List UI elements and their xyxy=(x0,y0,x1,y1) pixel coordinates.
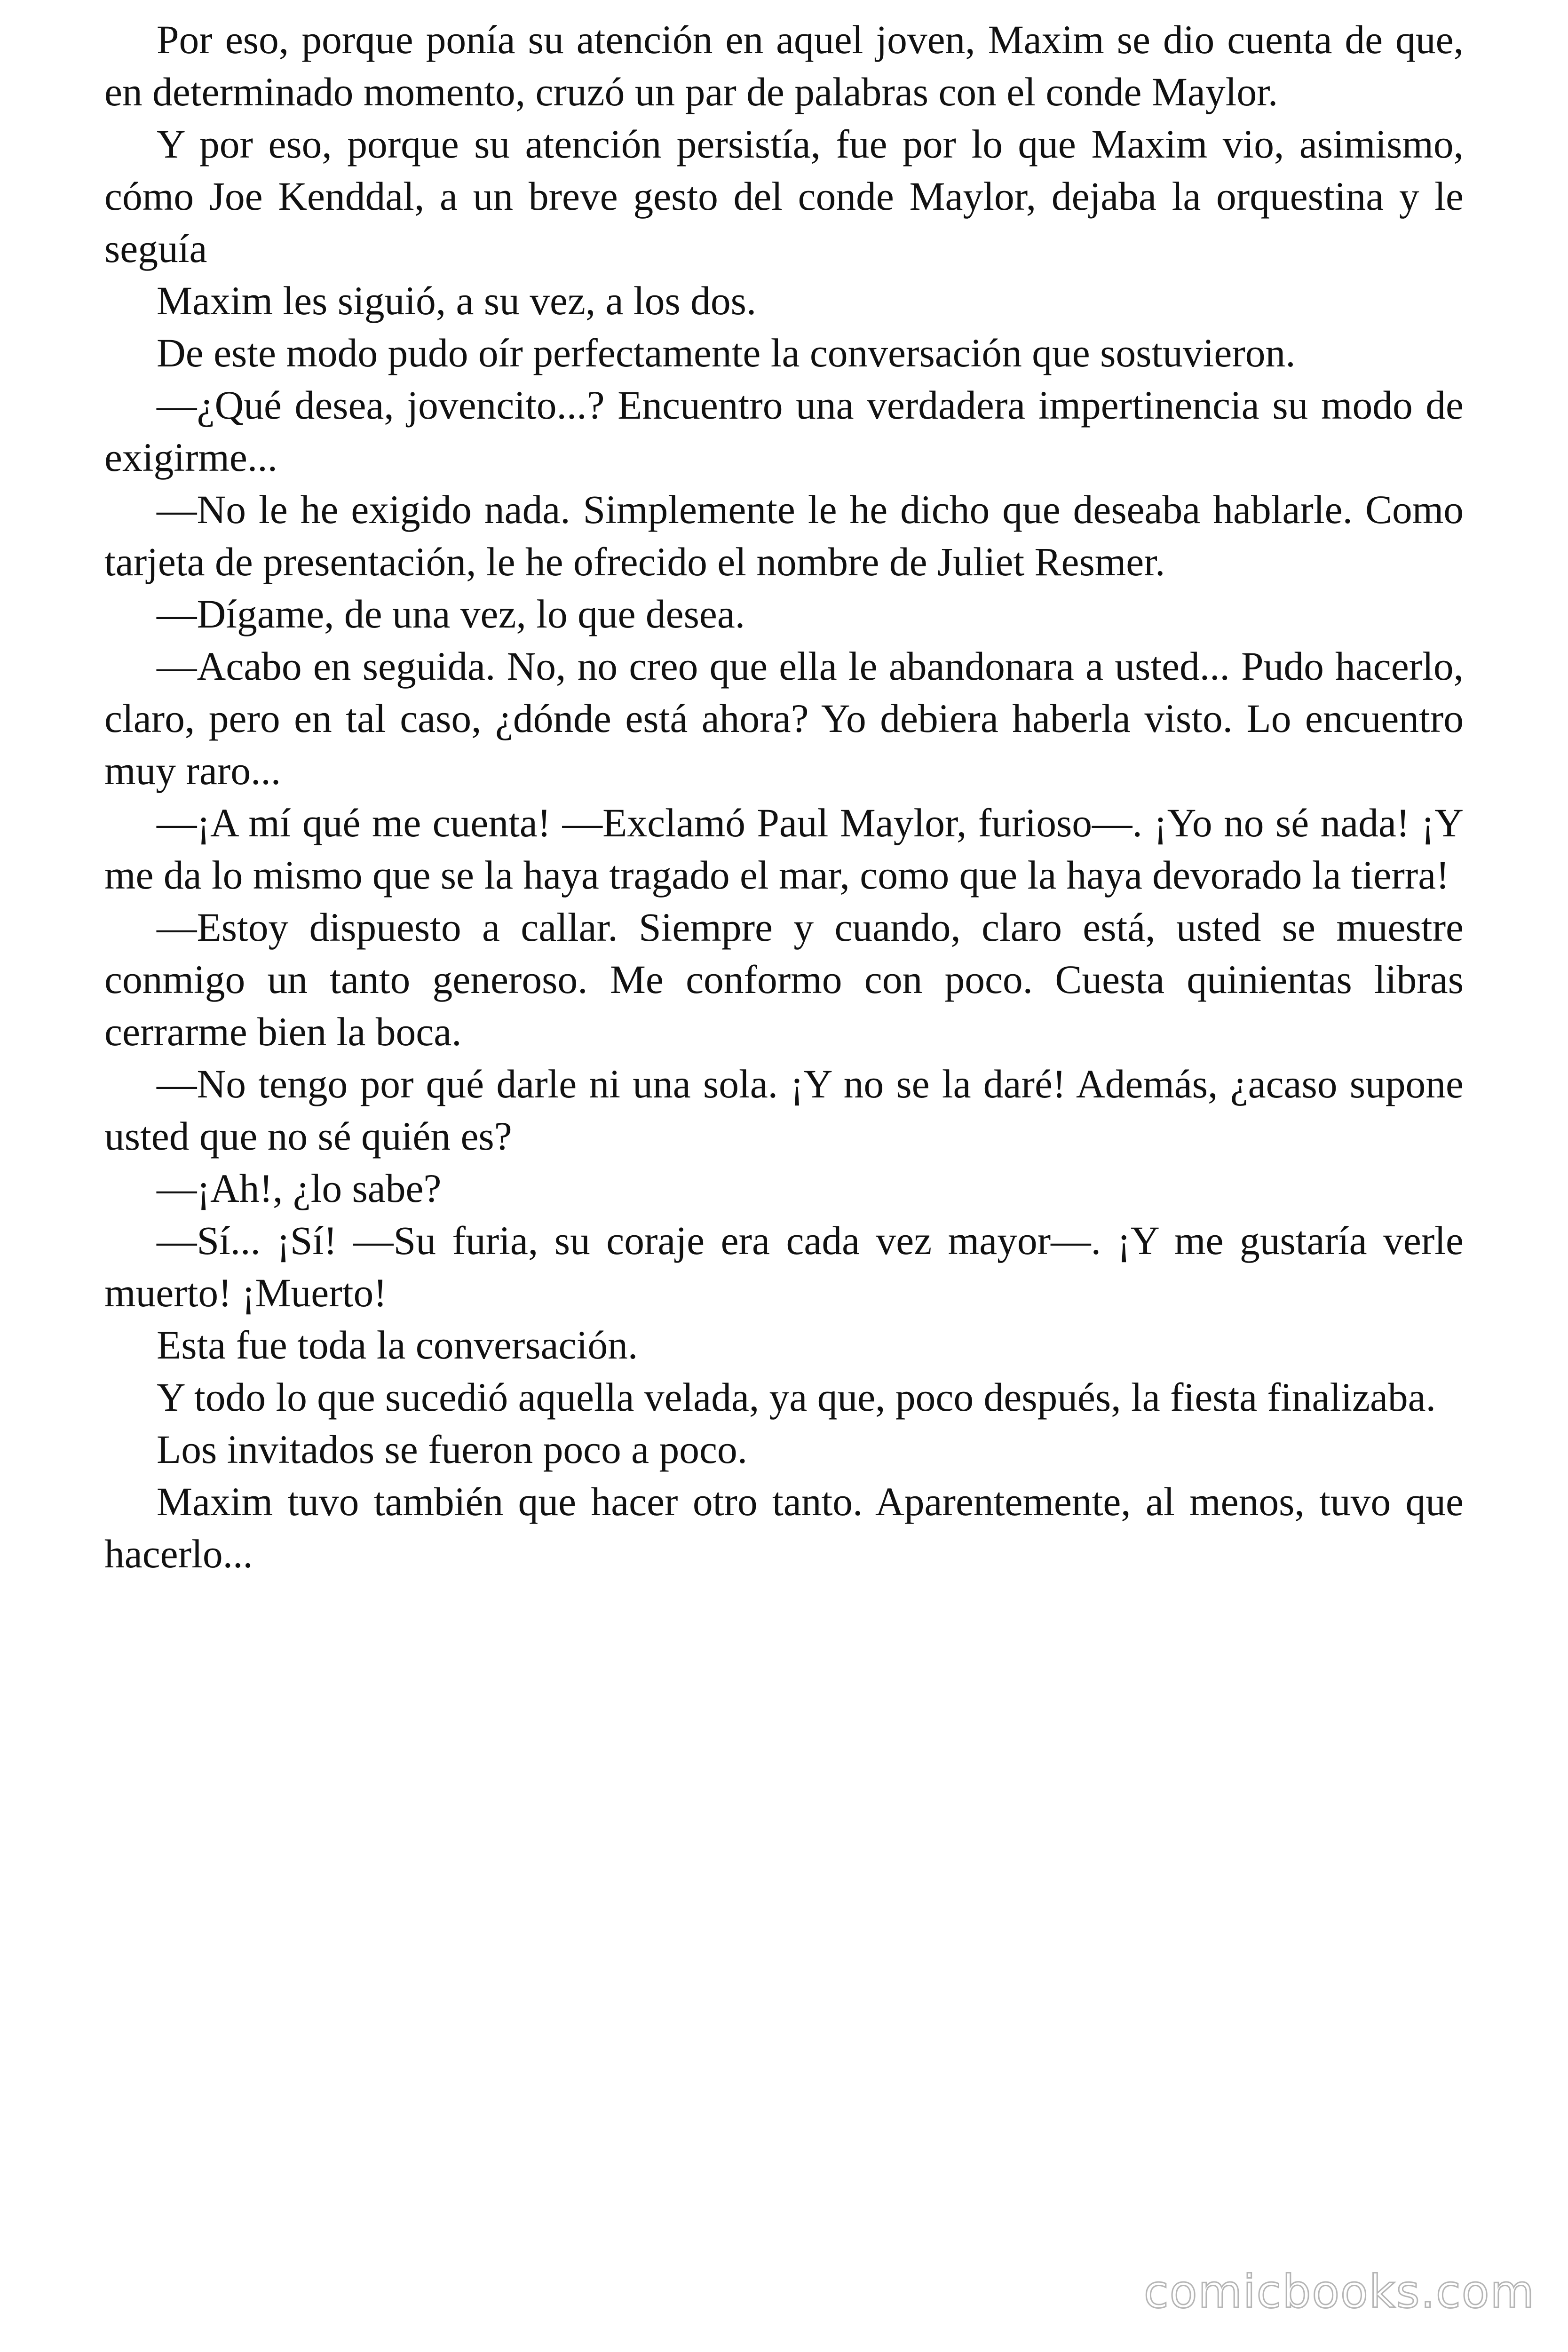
paragraph-1: Por eso, porque ponía su atención en aquel joven, Maxim se dio cuenta de que, en determinado momento, cruzó un par de palabras con el conde Maylor. xyxy=(104,18,1464,114)
paragraph-8: —Acabo en seguida. No, no creo que ella le abandonara a usted... Pudo hacerlo, claro, pero en tal caso, ¿dónde está ahora? Yo debiera haberla visto. Lo encuentro muy raro... xyxy=(104,644,1464,793)
paragraph-16: Los invitados se fueron poco a poco. xyxy=(157,1428,748,1472)
paragraph-10: —Estoy dispuesto a callar. Siempre y cuando, claro está, usted se muestre conmigo un tanto generoso. Me conformo con poco. Cuesta quinientas libras cerrarme bien la boca. xyxy=(104,906,1464,1054)
paragraph-7: —Dígame, de una vez, lo que desea. xyxy=(157,592,745,636)
paragraph-4: De este modo pudo oír perfectamente la conversación que sostuvieron. xyxy=(157,331,1296,375)
paragraph-3: Maxim les siguió, a su vez, a los dos. xyxy=(157,279,757,323)
paragraph-9: —¡A mí qué me cuenta! —Exclamó Paul Maylor, furioso—. ¡Yo no sé nada! ¡Y me da lo mismo que se la haya tragado el mar, como que la haya devorado la tierra! xyxy=(104,801,1464,898)
paragraph-12: —¡Ah!, ¿lo sabe? xyxy=(157,1167,442,1211)
watermark-logo: comicbooks.com xyxy=(1143,2265,1535,2318)
paragraph-11: —No tengo por qué darle ni una sola. ¡Y no se la daré! Además, ¿acaso supone usted que no sé quién es? xyxy=(104,1062,1464,1159)
paragraph-14: Esta fue toda la conversación. xyxy=(157,1323,638,1367)
paragraph-17: Maxim tuvo también que hacer otro tanto. Aparentemente, al menos, tuvo que hacerlo... xyxy=(104,1480,1464,1576)
paragraph-6: —No le he exigido nada. Simplemente le he dicho que deseaba hablarle. Como tarjeta de presentación, le he ofrecido el nombre de Juliet Resmer. xyxy=(104,488,1464,584)
paragraph-15: Y todo lo que sucedió aquella velada, ya que, poco después, la fiesta finalizaba. xyxy=(157,1375,1436,1420)
paragraph-13: —Sí... ¡Sí! —Su furia, su coraje era cada vez mayor—. ¡Y me gustaría verle muerto! ¡Muerto! xyxy=(104,1219,1464,1315)
page-body-text xyxy=(104,14,1464,1581)
paragraph-2: Y por eso, porque su atención persistía, fue por lo que Maxim vio, asimismo, cómo Joe Kenddal, a un breve gesto del conde Maylor, dejaba la orquestina y le seguía xyxy=(104,122,1464,271)
paragraph-5: —¿Qué desea, jovencito...? Encuentro una verdadera impertinencia su modo de exigirme... xyxy=(104,383,1464,480)
